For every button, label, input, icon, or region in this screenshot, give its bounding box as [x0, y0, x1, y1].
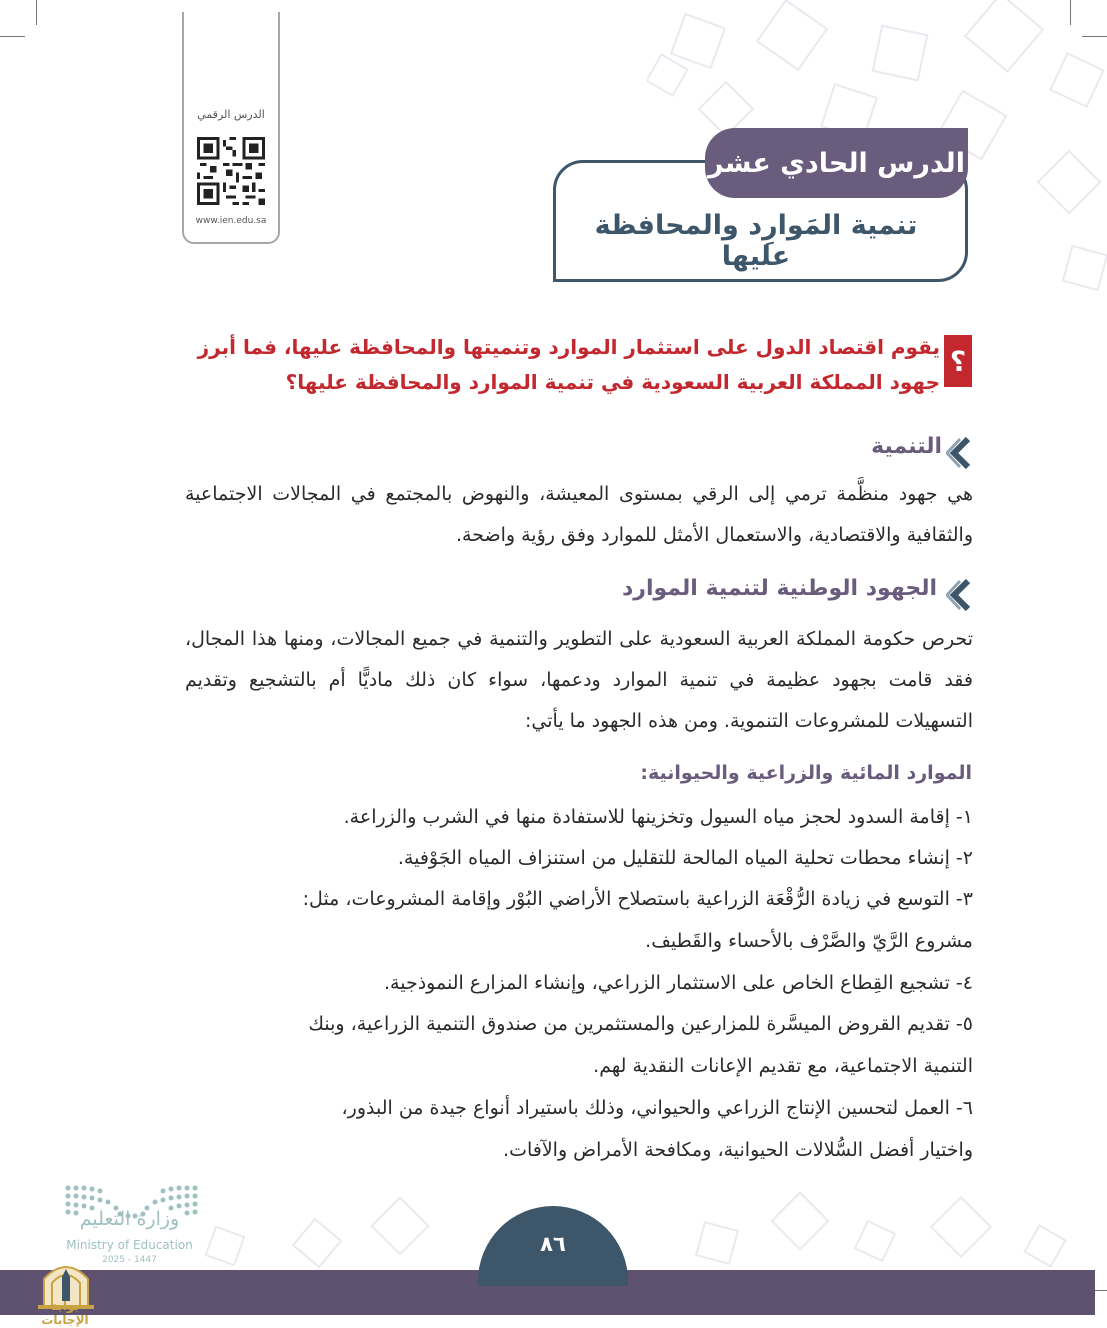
list-item: ٣- التوسع في زيادة الرُّقْعَة الزراعية باستصلاح الأراضي البُوْر وإقامة المشروعات، مثل: [302, 888, 973, 910]
lesson-number-badge: الدرس الحادي عشر [705, 128, 968, 198]
digital-lesson-url[interactable]: www.ien.edu.sa [195, 216, 267, 226]
list-item: ٦- العمل لتحسين الإنتاج الزراعي والحيواني، وذلك باستيراد أنواع جيدة من البذور، [341, 1097, 973, 1119]
crop-mark [0, 36, 25, 37]
lesson-title: تنمية المَوارِد والمحافظة عليها [594, 210, 918, 272]
heading-development: التنمية [871, 434, 942, 459]
ministry-name-arabic: وزارة التعليم [79, 1208, 180, 1230]
crop-mark [36, 0, 37, 25]
list-item: ٥- تقديم القروض الميسَّرة للمزارعين والمستثمرين من صندوق التنمية الزراعية، وبنك [308, 1013, 973, 1035]
portal-name: بوابة الإجابات [41, 1299, 89, 1327]
background-pattern-bottom [180, 1186, 1107, 1276]
ministry-name-english: Ministry of Education [66, 1238, 193, 1252]
list-item: ١- إقامة السدود لحجز مياه السيول وتخزينها للاستفادة منها في الشرب والزراعة. [343, 806, 973, 828]
list-item: مشروع الرَّيّ والصَّرْف بالأحساء والقَطيف. [645, 930, 973, 952]
digital-lesson-card[interactable] [182, 12, 280, 244]
paragraph-development: هي جهود منظَّمة ترمي إلى الرقي بمستوى المعيشة، والنهوض بالمجتمع في المجالات الاجتماعية والثقافية والاقتصادية، والاستعمال الأمثل للموارد وفق رؤية واضحة. [185, 483, 973, 546]
chevron-left-icon [946, 436, 972, 470]
paragraph-national-efforts: تحرص حكومة المملكة العربية السعودية على التطوير والتنمية في جميع المجالات، ومنها هذا المجال، فقد قامت بجهود عظيمة في تنمية الموارد ودعمها، سواء كان ذلك ماديًّا أم بالتشجيع وتقديم التسهيلات للمشروعات التنموية. ومن هذه الجهود ما يأتي: [185, 628, 973, 732]
chevron-left-icon [946, 578, 972, 612]
heading-national-efforts: الجهود الوطنية لتنمية الموارد [622, 576, 937, 601]
list-item: واختيار أفضل السُّلالات الحيوانية، ومكافحة الأمراض والآفات. [503, 1139, 973, 1161]
digital-lesson-label: الدرس الرقمي [197, 108, 265, 121]
qr-code-icon[interactable] [197, 137, 265, 205]
ministry-year: 2025 - 1447 [102, 1255, 157, 1265]
page-number: ٨٦ [540, 1232, 566, 1256]
list-item: ٢- إنشاء محطات تحلية المياه المالحة للتقليل من استنزاف المياه الجَوْفية. [397, 847, 973, 869]
question-mark-icon: ؟ [944, 335, 972, 387]
list-item: التنمية الاجتماعية، مع تقديم الإعانات النقدية لهم. [593, 1055, 973, 1077]
list-item: ٤- تشجيع القِطاع الخاص على الاستثمار الزراعي، وإنشاء المزارع النموذجية. [384, 972, 973, 994]
intro-question: يقوم اقتصاد الدول على استثمار الموارد وتنميتها والمحافظة عليها، فما أبرز جهود المملكة العربية السعودية في تنمية الموارد والمحافظة عليها؟ [197, 335, 940, 394]
subheading-resources: الموارد المائية والزراعية والحيوانية: [640, 762, 972, 784]
